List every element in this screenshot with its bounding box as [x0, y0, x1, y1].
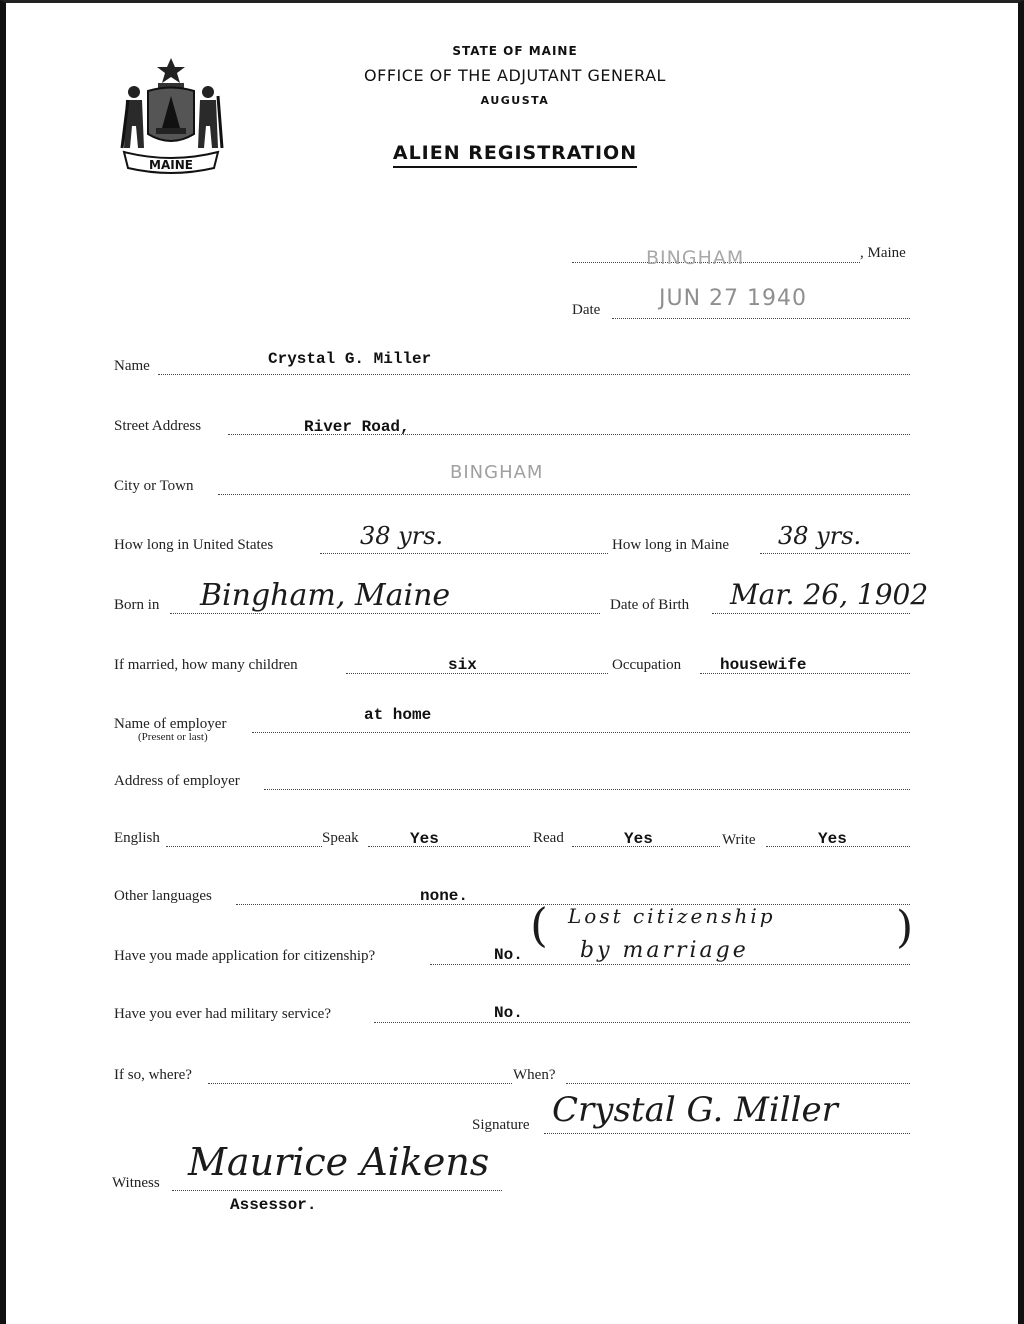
- when-line: [566, 1083, 910, 1084]
- city-heading: AUGUSTA: [480, 94, 550, 107]
- maine-length-line: [760, 553, 910, 554]
- dob-line: [712, 613, 910, 614]
- born-label: Born in: [114, 597, 160, 613]
- form-title: ALIEN REGISTRATION: [330, 142, 700, 164]
- where-label: If so, where?: [114, 1067, 192, 1083]
- name-line: [158, 374, 910, 375]
- signature-value: Crystal G. Miller: [552, 1090, 838, 1130]
- english-line: [166, 846, 322, 847]
- military-value: No.: [494, 1004, 523, 1022]
- citizenship-note-line2: by marriage: [580, 938, 749, 963]
- city-label: City or Town: [114, 478, 194, 494]
- location-suffix: , Maine: [860, 245, 906, 261]
- street-label: Street Address: [114, 418, 202, 434]
- employer-label: Name of employer: [114, 716, 227, 732]
- write-value: Yes: [818, 830, 847, 848]
- us-length-value: 38 yrs.: [360, 522, 444, 550]
- where-line: [208, 1083, 512, 1084]
- citizenship-note-line1: Lost citizenship: [568, 904, 776, 928]
- read-value: Yes: [624, 830, 653, 848]
- citizenship-line: [430, 964, 910, 965]
- born-value: Bingham, Maine: [200, 578, 451, 613]
- city-line: [218, 494, 910, 495]
- street-value: River Road,: [304, 418, 410, 436]
- employer-line: [252, 732, 910, 733]
- other-languages-value: none.: [420, 887, 469, 905]
- children-value: six: [448, 656, 477, 674]
- note-close-paren: ): [896, 902, 914, 953]
- employer-address-label: Address of employer: [114, 773, 240, 789]
- employer-value: at home: [364, 706, 432, 724]
- other-languages-label: Other languages: [114, 888, 212, 904]
- speak-value: Yes: [410, 830, 439, 848]
- witness-label: Witness: [112, 1175, 160, 1191]
- signature-line: [544, 1133, 910, 1134]
- when-label: When?: [513, 1067, 556, 1083]
- children-line: [346, 673, 608, 674]
- citizenship-value: No.: [494, 946, 523, 964]
- employer-sublabel: (Present or last): [138, 731, 208, 743]
- employer-address-line: [264, 789, 910, 790]
- location-stamp: BINGHAM: [646, 247, 745, 269]
- maine-length-label: How long in Maine: [612, 537, 730, 553]
- date-stamp: JUN 27 1940: [659, 286, 808, 311]
- children-label: If married, how many children: [114, 657, 298, 673]
- speak-label: Speak: [322, 830, 359, 846]
- citizenship-label: Have you made application for citizenship?: [114, 948, 376, 964]
- occupation-label: Occupation: [612, 657, 682, 673]
- state-heading: STATE OF MAINE: [452, 44, 578, 58]
- maine-length-value: 38 yrs.: [778, 522, 862, 550]
- svg-text:MAINE: MAINE: [149, 158, 193, 172]
- date-label: Date: [572, 302, 601, 318]
- dob-value: Mar. 26, 1902: [730, 578, 929, 611]
- signature-label: Signature: [472, 1117, 530, 1133]
- write-label: Write: [722, 832, 756, 848]
- dob-label: Date of Birth: [610, 597, 690, 613]
- occupation-value: housewife: [720, 656, 807, 674]
- military-label: Have you ever had military service?: [114, 1006, 331, 1022]
- note-open-paren: (: [530, 898, 548, 952]
- born-line: [170, 613, 600, 614]
- maine-state-seal: [118, 56, 224, 178]
- city-stamp: BINGHAM: [450, 462, 544, 483]
- date-line: [612, 318, 910, 319]
- military-line: [374, 1022, 910, 1023]
- office-heading: OFFICE OF THE ADJUTANT GENERAL: [364, 66, 666, 85]
- us-length-label: How long in United States: [114, 537, 274, 553]
- english-label: English: [114, 830, 160, 846]
- us-length-line: [320, 553, 608, 554]
- name-value: Crystal G. Miller: [268, 350, 432, 368]
- witness-title: Assessor.: [230, 1196, 317, 1214]
- witness-signature: Maurice Aikens: [188, 1140, 490, 1184]
- witness-line: [172, 1190, 502, 1191]
- speak-line: [368, 846, 530, 847]
- read-label: Read: [533, 830, 564, 846]
- name-label: Name: [114, 358, 150, 374]
